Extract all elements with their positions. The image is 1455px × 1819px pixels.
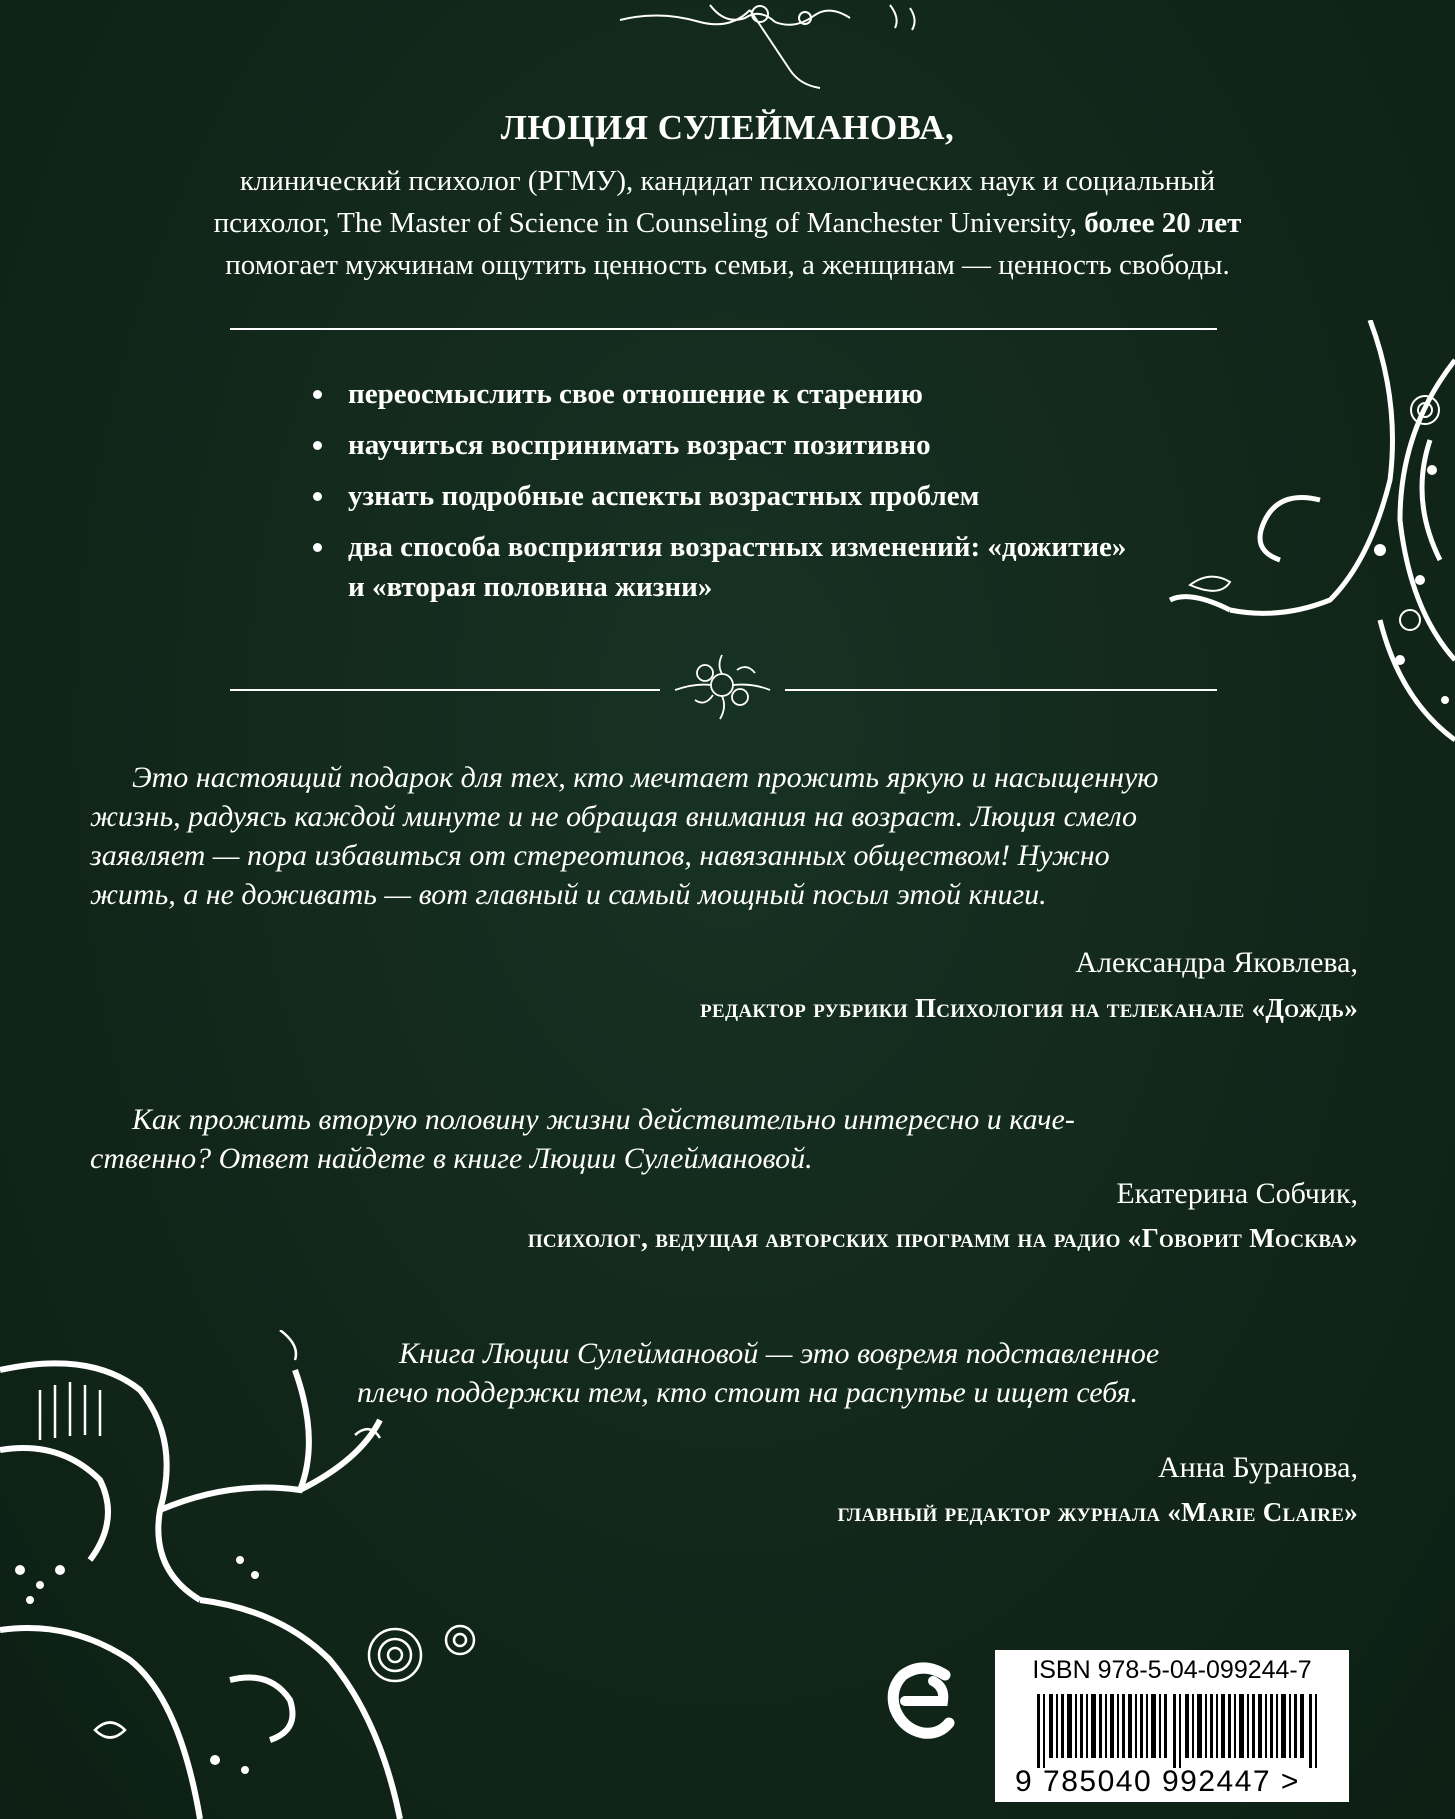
review-line: жить, а не доживать — вот главный и самый мощный посыл этой книги. <box>90 878 1047 911</box>
review-1-role: редактор рубрики Психология на телеканале «Дождь» <box>700 993 1358 1023</box>
bio-experience: более 20 лет <box>1084 207 1242 239</box>
benefit-item: два способа восприятия возрастных изменений: «дожитие» и «вторая половина жизни» <box>308 527 1138 607</box>
review-line: Как прожить вторую половину жизни действительно интересно и каче- <box>132 1103 1075 1136</box>
review-line: плечо поддержки тем, кто стоит на распутье и ищет себя. <box>357 1376 1138 1409</box>
middle-divider-left <box>230 689 660 691</box>
right-floral-ornament-icon <box>1070 320 1455 800</box>
author-name: ЛЮЦИЯ СУЛЕЙМАНОВА, <box>500 108 955 147</box>
author-bio <box>100 160 1355 286</box>
review-1-author: Александра Яковлева, <box>1075 946 1358 979</box>
review-line: заявляет — пора избавиться от стереотипов, навязанных обществом! Нужно <box>90 839 1110 872</box>
benefit-item: переосмыслить свое отношение к старению <box>308 374 1208 414</box>
isbn-digits: 9 785040 992447 > <box>1015 1765 1300 1798</box>
bio-line-2: психолог, The Master of Science in Counseling of Manchester University, <box>213 207 1077 239</box>
top-floral-ornament-icon <box>600 0 960 90</box>
benefit-item: научиться воспринимать возраст позитивно <box>308 425 1208 465</box>
review-line: Книга Люции Сулеймановой — это вовремя подставленное <box>399 1337 1160 1370</box>
flower-ornament-icon <box>665 645 780 725</box>
bottom-left-floral-ornament-icon <box>0 1330 520 1819</box>
review-2-role: психолог, ведущая авторских программ на радио «Говорит Москва» <box>527 1223 1358 1253</box>
top-divider <box>230 328 1217 330</box>
review-line: жизнь, радуясь каждой минуте и не обращая внимания на возраст. Люция смело <box>90 800 1138 833</box>
review-3-role: главный редактор журнала «Marie Claire» <box>837 1497 1358 1527</box>
review-2-author: Екатерина Собчик, <box>1116 1177 1358 1210</box>
benefit-item: узнать подробные аспекты возрастных проблем <box>308 476 1208 516</box>
review-line: Это настоящий подарок для тех, кто мечтает прожить яркую и насыщенную <box>132 761 1159 794</box>
review-line: ственно? Ответ найдете в книге Люции Сулеймановой. <box>90 1142 813 1175</box>
review-2-text <box>90 1100 1362 1178</box>
review-1-text <box>90 758 1362 914</box>
isbn-barcode-block <box>995 1650 1349 1802</box>
isbn-label: ISBN 978-5-04-099244-7 <box>1032 1656 1312 1684</box>
bio-line-3: помогает мужчинам ощутить ценность семьи, а женщинам — ценность свободы. <box>225 249 1230 281</box>
barcode-icon <box>1037 1694 1327 1768</box>
review-3-author: Анна Буранова, <box>1157 1451 1358 1484</box>
bio-line-1: клинический психолог (РГМУ), кандидат психологических наук и социальный <box>239 165 1216 197</box>
publisher-logo-icon <box>887 1661 959 1749</box>
